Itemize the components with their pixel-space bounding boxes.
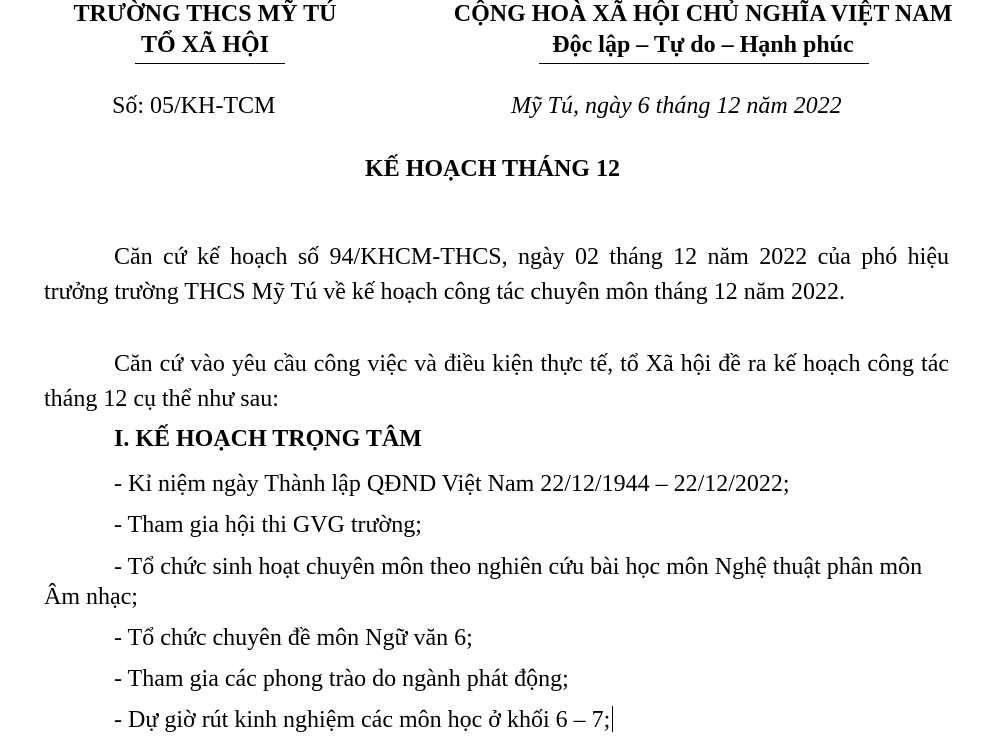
document-title: KẾ HOẠCH THÁNG 12 [365,156,620,182]
text-cursor[interactable] [612,706,613,732]
paragraph-basis-plan: Căn cứ kế hoạch số 94/KHCM-THCS, ngày 02 tháng 12 năm 2022 của phó hiệu trưởng trường THCS Mỹ Tú về kế hoạch công tác chuyên môn tháng 12 năm 2022. [44,244,949,305]
list-item: - Tổ chức chuyên đề môn Ngữ văn 6; [114,625,473,651]
department-underline [135,63,285,64]
school-name: TRƯỜNG THCS MỸ TÚ [73,1,337,27]
country-name: CỘNG HOÀ XÃ HỘI CHỦ NGHĨA VIỆT NAM [453,1,953,27]
section-heading: I. KẾ HOẠCH TRỌNG TÂM [114,426,422,452]
place-and-date: Mỹ Tú, ngày 6 tháng 12 năm 2022 [511,93,842,119]
motto-underline [539,63,869,64]
list-item: - Tổ chức sinh hoạt chuyên môn theo nghiên cứu bài học môn Nghệ thuật phân môn Âm nhạc; [44,554,923,610]
list-item: - Kỉ niệm ngày Thành lập QĐND Việt Nam 22/12/1944 – 22/12/2022; [114,471,790,497]
list-item-text: - Dự giờ rút kinh nghiệm các môn học ở khối 6 – 7; [114,707,611,733]
national-motto: Độc lập – Tự do – Hạnh phúc [552,32,854,58]
list-item: - Tham gia hội thi GVG trường; [114,512,422,538]
document-number: Số: 05/KH-TCM [112,93,276,119]
list-item-last [114,706,613,735]
list-item: - Tham gia các phong trào do ngành phát động; [114,666,569,692]
paragraph-basis-requirements: Căn cứ vào yêu cầu công việc và điều kiện thực tế, tổ Xã hội đề ra kế hoạch công tác tháng 12 cụ thể như sau: [44,351,949,412]
department-name: TỔ XÃ HỘI [140,32,269,58]
